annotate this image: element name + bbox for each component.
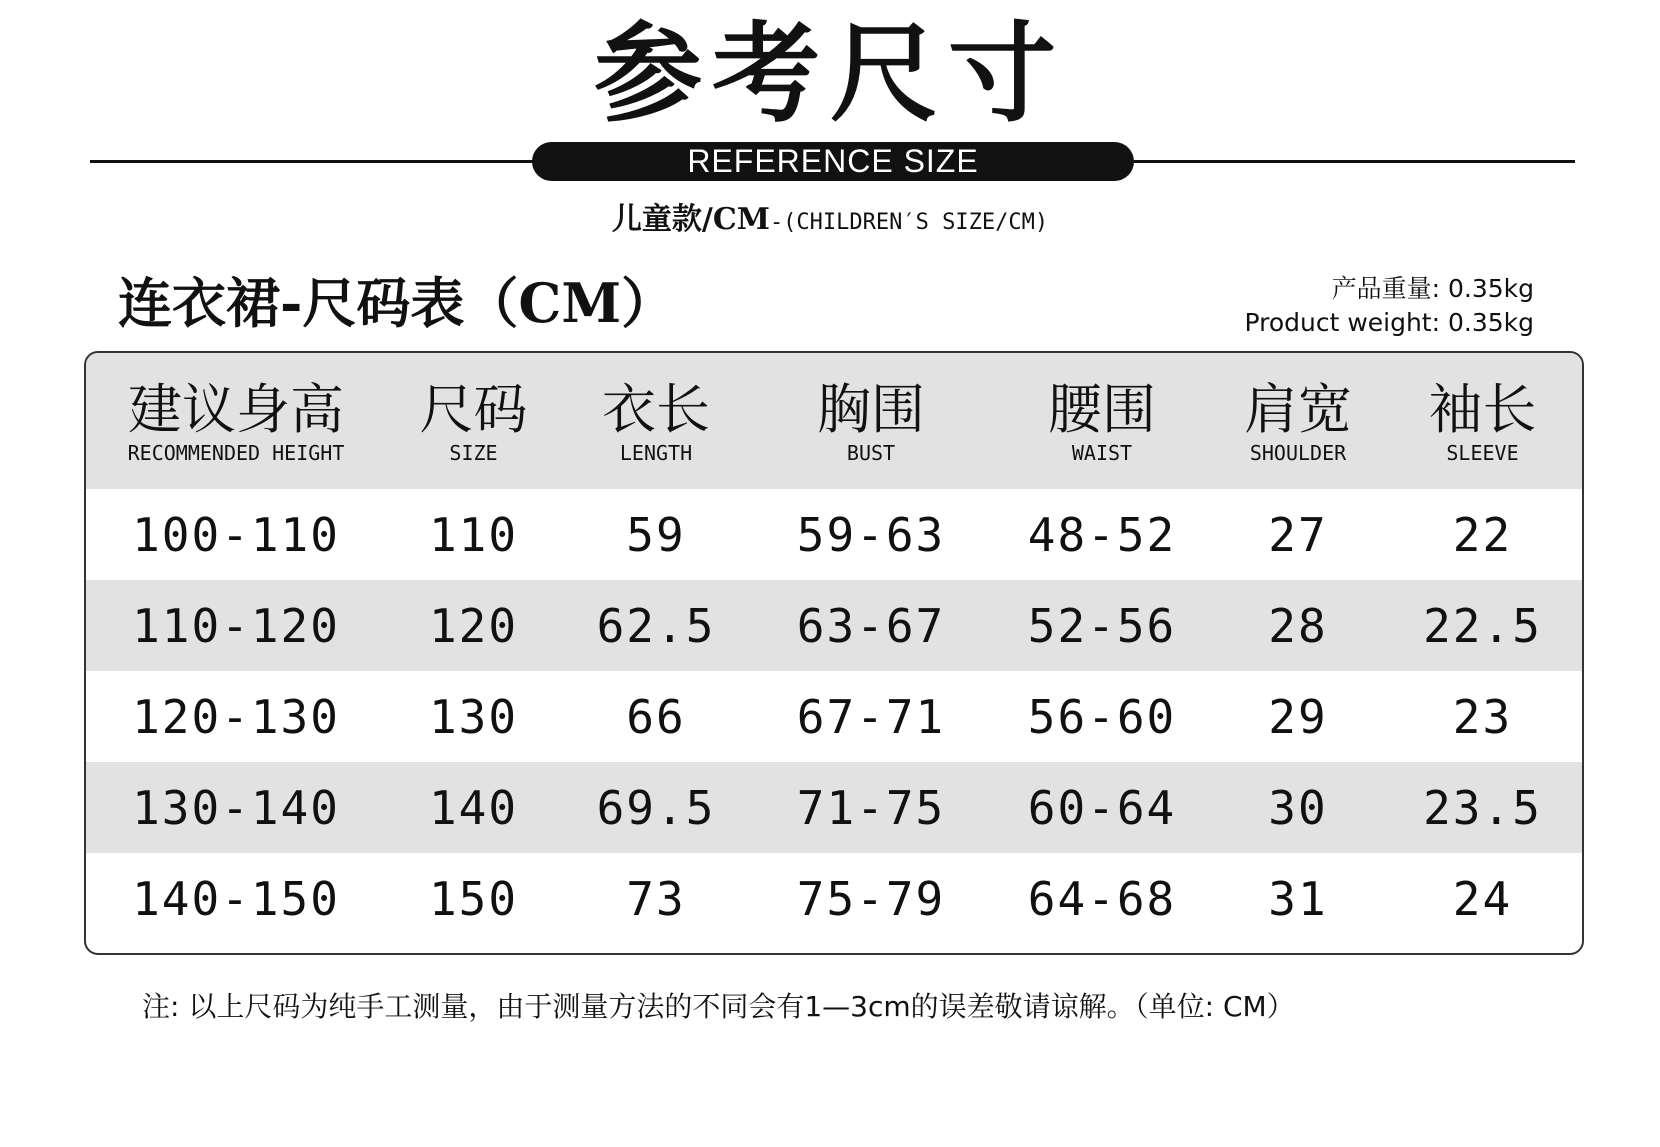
header-height: [86, 353, 386, 489]
header-waist-en: WAIST: [1071, 441, 1133, 465]
header-length-cn: 衣长: [602, 378, 710, 441]
subtitle-cn: 儿童款/CM: [611, 202, 770, 237]
cell-length: 69.5: [596, 780, 716, 835]
weight-en: Product weight: 0.35kg: [1244, 308, 1534, 337]
header-sleeve-en: SLEEVE: [1446, 441, 1519, 465]
cell-shoulder: 31: [1268, 871, 1328, 926]
header-bust-en: BUST: [846, 441, 896, 465]
table-row: [86, 489, 1582, 580]
cell-bust: 67-71: [796, 689, 946, 744]
cell-height: 140-150: [132, 871, 340, 926]
cell-sleeve: 23.5: [1423, 780, 1542, 835]
cell-size: 120: [428, 598, 519, 653]
weight-cn: 产品重量: 0.35kg: [1331, 274, 1534, 303]
cell-waist: 64-68: [1027, 871, 1177, 926]
table-row: [86, 671, 1582, 762]
header-size: [386, 353, 561, 489]
cell-sleeve: 24: [1452, 871, 1513, 926]
measurement-note: 注: 以上尺码为纯手工测量，由于测量方法的不同会有1—3cm的误差敬请谅解。（单位: CM）: [142, 990, 1295, 1023]
subtitle-en: -(CHILDREN′S SIZE/CM): [769, 210, 1049, 235]
header-sleeve-cn: 袖长: [1428, 378, 1537, 441]
header-height-en: RECOMMENDED HEIGHT: [127, 441, 345, 465]
subtitle: [0, 194, 1660, 238]
cell-bust: 75-79: [796, 871, 946, 926]
cell-size: 140: [428, 780, 519, 835]
header-bust-cn: 胸围: [817, 378, 925, 441]
cell-height: 110-120: [132, 598, 340, 653]
reference-size-banner: REFERENCE SIZE: [532, 142, 1134, 181]
header-size-en: SIZE: [449, 441, 498, 465]
table-row: [86, 762, 1582, 853]
header-sleeve: [1383, 353, 1582, 489]
cell-sleeve: 22: [1452, 507, 1513, 562]
header-height-cn: 建议身高: [128, 378, 344, 441]
cell-length: 59: [626, 507, 686, 562]
cell-length: 62.5: [596, 598, 716, 653]
page-title: 参考尺寸: [593, 12, 1066, 137]
cell-waist: 48-52: [1027, 507, 1177, 562]
size-table: [84, 351, 1584, 955]
cell-size: 150: [428, 871, 519, 926]
header-shoulder-cn: 肩宽: [1244, 378, 1352, 441]
table-row: [86, 853, 1582, 944]
cell-length: 73: [626, 871, 686, 926]
table-row: [86, 580, 1582, 671]
cell-waist: 56-60: [1027, 689, 1177, 744]
header-length-en: LENGTH: [619, 441, 693, 465]
header-length: [561, 353, 751, 489]
cell-sleeve: 23: [1452, 689, 1513, 744]
cell-height: 120-130: [132, 689, 340, 744]
header-bust: [751, 353, 991, 489]
table-header-row: [86, 353, 1582, 489]
cell-height: 100-110: [132, 507, 340, 562]
divider-left: [90, 160, 535, 163]
header-shoulder: [1213, 353, 1383, 489]
cell-height: 130-140: [132, 780, 340, 835]
table-title: 连衣裙-尺码表（CM）: [118, 271, 676, 335]
cell-size: 130: [428, 689, 519, 744]
cell-sleeve: 22.5: [1423, 598, 1542, 653]
cell-waist: 52-56: [1027, 598, 1177, 653]
header-size-cn: 尺码: [419, 378, 528, 441]
cell-length: 66: [626, 689, 686, 744]
cell-shoulder: 30: [1268, 780, 1328, 835]
divider-right: [1125, 160, 1575, 163]
header-shoulder-en: SHOULDER: [1249, 441, 1347, 465]
cell-shoulder: 29: [1268, 689, 1328, 744]
cell-bust: 63-67: [796, 598, 946, 653]
cell-shoulder: 28: [1268, 598, 1328, 653]
cell-bust: 71-75: [796, 780, 946, 835]
header-waist-cn: 腰围: [1048, 378, 1156, 441]
header-waist: [991, 353, 1213, 489]
cell-bust: 59-63: [796, 507, 946, 562]
product-weight: [1244, 272, 1534, 340]
cell-shoulder: 27: [1268, 507, 1328, 562]
cell-waist: 60-64: [1027, 780, 1177, 835]
cell-size: 110: [428, 507, 519, 562]
